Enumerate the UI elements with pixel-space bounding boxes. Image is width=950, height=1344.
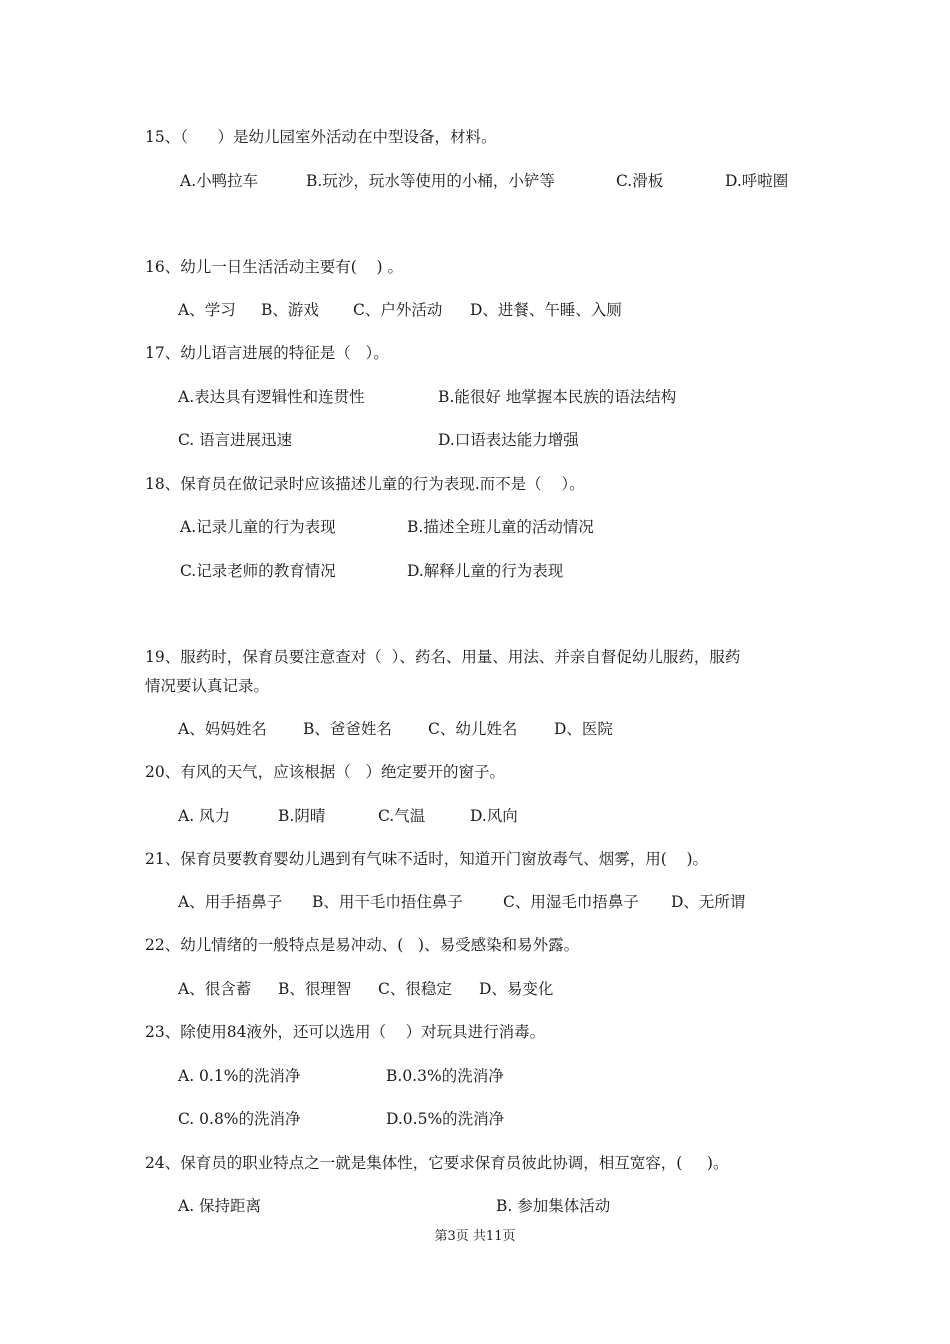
q15-option-b: B.玩沙，玩水等使用的小桶，小铲等 — [306, 172, 555, 190]
q22-option-c: C、很稳定 — [378, 980, 452, 998]
question-19-continued: 情况要认真记录。 — [145, 677, 270, 695]
q18-option-c: C.记录老师的教育情况 — [180, 562, 336, 580]
q15-option-a: A.小鸭拉车 — [180, 172, 259, 190]
q17-option-b: B.能很好 地掌握本民族的语法结构 — [438, 388, 677, 406]
q21-option-d: D、无所谓 — [671, 893, 746, 911]
q20-option-d: D.风向 — [470, 807, 518, 825]
q24-option-b: B. 参加集体活动 — [496, 1197, 611, 1215]
q18-option-d: D.解释儿童的行为表现 — [407, 562, 564, 580]
q23-option-b: B.0.3%的洗消净 — [386, 1067, 504, 1085]
q15-option-d: D.呼啦圈 — [725, 172, 789, 190]
q24-option-a: A. 保持距离 — [178, 1197, 262, 1215]
q16-option-d: D、进餐、午睡、入厕 — [470, 301, 622, 319]
question-15: 15、（ ）是幼儿园室外活动在中型设备，材料。 — [145, 128, 497, 146]
q21-option-a: A、用手捂鼻子 — [178, 893, 283, 911]
question-23: 23、除使用84液外，还可以选用（ ）对玩具进行消毒。 — [145, 1023, 546, 1041]
q20-option-a: A. 风力 — [178, 807, 231, 825]
question-17: 17、幼儿语言进展的特征是（ ）。 — [145, 344, 389, 362]
q16-option-b: B、游戏 — [261, 301, 319, 319]
q20-option-c: C.气温 — [378, 807, 426, 825]
q17-option-a: A.表达具有逻辑性和连贯性 — [178, 388, 365, 406]
question-18: 18、保育员在做记录时应该描述儿童的行为表现.而不是（ ）。 — [145, 475, 585, 493]
q19-option-d: D、医院 — [554, 720, 613, 738]
q18-option-a: A.记录儿童的行为表现 — [180, 518, 336, 536]
question-22: 22、幼儿情绪的一般特点是易冲动、( )、易受感染和易外露。 — [145, 936, 580, 954]
q21-option-b: B、用干毛巾捂住鼻子 — [312, 893, 463, 911]
question-19: 19、服药时，保育员要注意查对（ ）、药名、用量、用法、并亲自督促幼儿服药，服药 — [145, 648, 741, 666]
question-21: 21、保育员要教育婴幼儿遇到有气味不适时，知道开门窗放毒气、烟雾，用( )。 — [145, 850, 709, 868]
q16-option-a: A、学习 — [178, 301, 236, 319]
q22-option-d: D、易变化 — [479, 980, 554, 998]
q18-option-b: B.描述全班儿童的活动情况 — [407, 518, 594, 536]
q20-option-b: B.阴晴 — [278, 807, 326, 825]
q22-option-b: B、很理智 — [278, 980, 352, 998]
q15-option-c: C.滑板 — [616, 172, 664, 190]
q16-option-c: C、户外活动 — [353, 301, 443, 319]
q22-option-a: A、很含蓄 — [178, 980, 252, 998]
q19-option-b: B、爸爸姓名 — [303, 720, 392, 738]
question-20: 20、有风的天气，应该根据（ ）绝定要开的窗子。 — [145, 763, 506, 781]
q19-option-a: A、妈妈姓名 — [178, 720, 267, 738]
q23-option-c: C. 0.8%的洗消净 — [178, 1110, 301, 1128]
q17-option-c: C. 语言进展迅速 — [178, 431, 293, 449]
q23-option-a: A. 0.1%的洗消净 — [178, 1067, 301, 1085]
q23-option-d: D.0.5%的洗消净 — [386, 1110, 505, 1128]
q19-option-c: C、幼儿姓名 — [428, 720, 518, 738]
question-16: 16、幼儿一日生活活动主要有( ) 。 — [145, 258, 403, 276]
q21-option-c: C、用湿毛巾捂鼻子 — [503, 893, 639, 911]
q17-option-d: D.口语表达能力增强 — [438, 431, 579, 449]
question-24: 24、保育员的职业特点之一就是集体性，它要求保育员彼此协调，相互宽容，( )。 — [145, 1154, 729, 1172]
page-footer: 第3页 共11页 — [434, 1229, 516, 1244]
